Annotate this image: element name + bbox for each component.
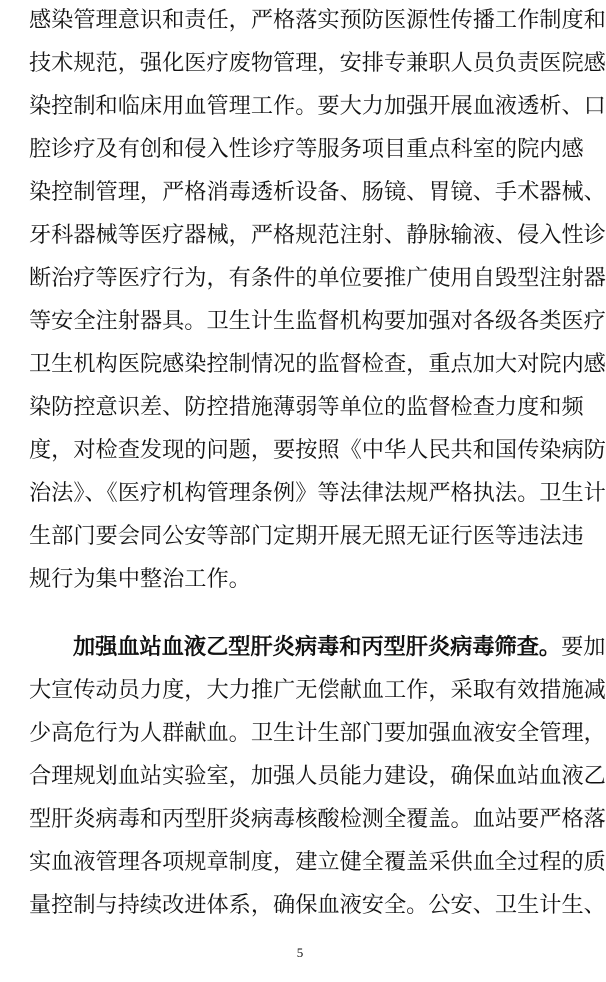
paragraph-heading-line [73, 632, 606, 662]
paragraph-line: 治法》、《医疗机构管理条例》等法律法规严格执法。卫生计 [29, 480, 606, 506]
paragraph-line: 牙科器械等医疗器械，严格规范注射、静脉输液、侵入性诊 [29, 222, 606, 248]
paragraph-line: 感染管理意识和责任，严格落实预防医源性传播工作制度和 [29, 7, 606, 33]
paragraph-line: 染防控意识差、防控措施薄弱等单位的监督检查力度和频 [29, 394, 584, 420]
paragraph-line: 等安全注射器具。卫生计生监督机构要加强对各级各类医疗 [29, 308, 606, 334]
page-number: 5 [296, 945, 304, 960]
section-heading: 加强血站血液乙型肝炎病毒和丙型肝炎病毒筛查。 [73, 634, 562, 660]
paragraph-line: 染控制管理，严格消毒透析设备、肠镜、胃镜、手术器械、 [29, 179, 606, 205]
paragraph-line: 规行为集中整治工作。 [29, 566, 251, 592]
paragraph-line: 实血液管理各项规章制度，建立健全覆盖采供血全过程的质 [29, 849, 606, 875]
paragraph-line: 型肝炎病毒和丙型肝炎病毒核酸检测全覆盖。血站要严格落 [29, 806, 606, 832]
paragraph-line: 少高危行为人群献血。卫生计生部门要加强血液安全管理， [29, 720, 606, 746]
paragraph-line: 卫生机构医院感染控制情况的监督检查，重点加大对院内感 [29, 351, 606, 377]
paragraph-line: 合理规划血站实验室，加强人员能力建设，确保血站血液乙 [29, 763, 606, 789]
paragraph-line: 量控制与持续改进体系，确保血液安全。公安、卫生计生、 [29, 892, 606, 918]
paragraph-line: 断治疗等医疗行为，有条件的单位要推广使用自毁型注射器 [29, 265, 606, 291]
paragraph-line: 腔诊疗及有创和侵入性诊疗等服务项目重点科室的院内感 [29, 136, 584, 162]
paragraph-line: 染控制和临床用血管理工作。要大力加强开展血液透析、口 [29, 93, 606, 119]
paragraph-line: 大宣传动员力度，大力推广无偿献血工作，采取有效措施减 [29, 677, 606, 703]
paragraph-line: 技术规范，强化医疗废物管理，安排专兼职人员负责医院感 [29, 50, 606, 76]
paragraph-line: 生部门要会同公安等部门定期开展无照无证行医等违法违 [29, 523, 584, 549]
paragraph-line: 度，对检查发现的问题，要按照《中华人民共和国传染病防 [29, 437, 606, 463]
heading-line-text: 要加 [561, 634, 606, 660]
